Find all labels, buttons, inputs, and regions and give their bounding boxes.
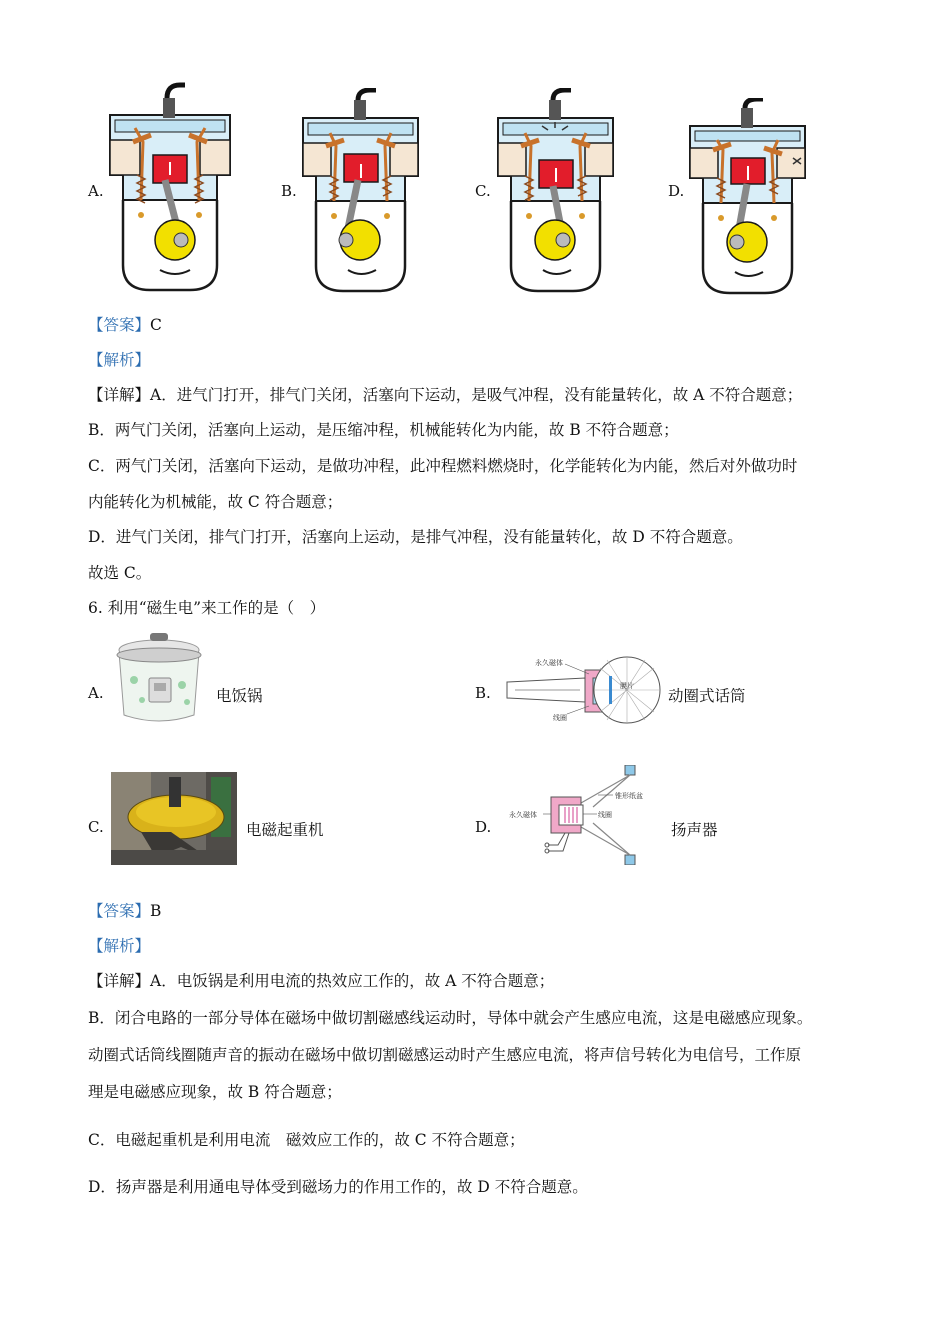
q6-line-b: B．闭合电路的一部分导体在磁场中做切割磁感线运动时，导体中就会产生感应电流，这是电磁感应现象。 (88, 1009, 813, 1027)
q5-detail-line-1 (88, 385, 802, 405)
q5-line-b: B．两气门关闭，活塞向上运动，是压缩冲程，机械能转化为内能，故 B 不符合题意； (88, 421, 679, 439)
engine-intake-diagram (105, 80, 235, 295)
engine-power-diagram (493, 88, 618, 296)
q6-line-d: D．扬声器是利用通电导体受到磁场力的作用工作的，故 D 不符合题意。 (88, 1178, 588, 1196)
q6-line-c: C．电磁起重机是利用电流 磁效应工作的，故 C 不符合题意； (88, 1131, 525, 1149)
q6-option-letter-a: A. (88, 684, 104, 702)
rice-cooker-caption: 电饭锅 (216, 687, 263, 705)
option-letter-b: B. (281, 182, 297, 200)
q6-question: 6. 利用“磁生电”来工作的是（ ） (88, 599, 326, 617)
answer-value: B (150, 902, 162, 920)
mic-label-magnet: 永久磁体 (535, 659, 563, 667)
engine-compression-diagram (298, 88, 423, 296)
mic-label-coil: 线圈 (553, 714, 567, 722)
q5-conclusion: 故选 C。 (88, 564, 152, 582)
loudspeaker-diagram (503, 765, 663, 865)
electromagnetic-crane-photo (111, 772, 237, 865)
q6-option-letter-b: B. (475, 684, 491, 702)
q5-answer (88, 315, 162, 335)
microphone-caption: 动圈式话筒 (668, 687, 746, 705)
q5-line-c: C．两气门关闭，活塞向下运动，是做功冲程，此冲程燃料燃烧时，化学能转化为内能，然后对外做功时 (88, 457, 798, 475)
q6-answer (88, 901, 161, 921)
q6-analysis-tag: 【解析】 (88, 937, 151, 955)
q5-line-a: A．进气门打开，排气门关闭，活塞向下运动，是吸气冲程，没有能量转化，故 A 不符合题意； (150, 386, 803, 404)
q6-option-letter-d: D. (475, 818, 492, 836)
option-letter-d: D. (668, 182, 685, 200)
detail-tag: 【详解】 (88, 972, 151, 990)
crane-caption: 电磁起重机 (246, 821, 324, 839)
detail-tag: 【详解】 (88, 386, 151, 404)
q5-line-c-cont: 内能转化为机械能，故 C 符合题意； (88, 493, 343, 511)
q6-line-b-cont: 动圈式话筒线圈随声音的振动在磁场中做切割磁感运动时产生感应电流，将声信号转化为电信号，工作原 (88, 1046, 802, 1064)
answer-value: C (150, 316, 162, 334)
q5-line-d: D．进气门关闭，排气门打开，活塞向上运动，是排气冲程，没有能量转化，故 D 不符合题意。 (88, 528, 743, 546)
engine-exhaust-diagram (685, 98, 810, 298)
answer-tag: 【答案】 (88, 316, 151, 334)
q6-line-b-cont2: 理是电磁感应现象，故 B 符合题意； (88, 1083, 342, 1101)
speaker-caption: 扬声器 (671, 821, 718, 839)
q6-detail-line-1 (88, 971, 554, 991)
option-letter-c: C. (475, 182, 491, 200)
speaker-label-cone: 锥形纸盆 (615, 792, 643, 800)
speaker-label-magnet: 永久磁体 (509, 811, 537, 819)
speaker-label-coil: 线圈 (598, 811, 612, 819)
q6-option-letter-c: C. (88, 818, 104, 836)
mic-label-diaphragm: 膜片 (620, 682, 634, 690)
answer-tag: 【答案】 (88, 902, 151, 920)
option-letter-a: A. (88, 182, 104, 200)
q5-analysis-tag: 【解析】 (88, 351, 151, 369)
microphone-diagram (505, 652, 663, 726)
rice-cooker-image (112, 630, 207, 730)
q6-line-a: A．电饭锅是利用电流的热效应工作的，故 A 不符合题意； (150, 972, 555, 990)
